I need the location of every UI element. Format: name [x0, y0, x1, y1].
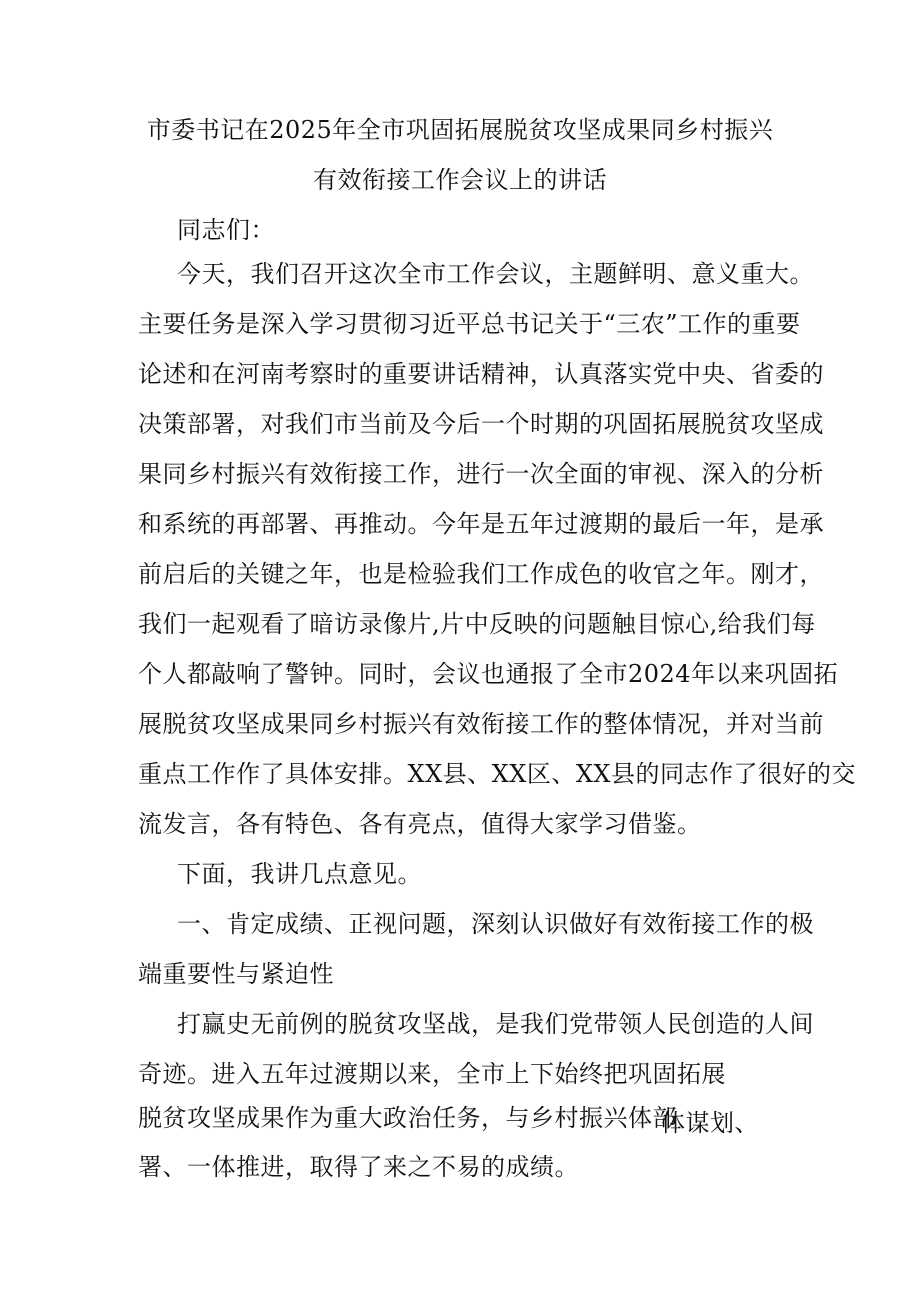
paragraph-line: 我们一起观看了暗访录像片,片中反映的问题触目惊心,给我们每 [138, 610, 816, 638]
paragraph-line: 脱贫攻坚成果作为重大政治任务，与乡村振兴体部 [138, 1104, 677, 1132]
paragraph-line: 今天，我们召开这次全市工作会议，主题鲜明、意义重大。 [177, 260, 814, 288]
paragraph-line: 打赢史无前例的脱贫攻坚战，是我们党带领人民创造的人间 [177, 1010, 814, 1038]
section-heading-line: 一、肯定成绩、正视问题，深刻认识做好有效衔接工作的极 [177, 910, 814, 938]
paragraph-line: 主要任务是深入学习贯彻习近平总书记关于“三农”工作的重要 [138, 310, 801, 338]
paragraph-line: 决策部署，对我们市当前及今后一个时期的巩固拓展脱贫攻坚成 [138, 410, 824, 438]
paragraph-line: 前启后的关键之年，也是检验我们工作成色的收官之年。刚才， [138, 560, 824, 588]
paragraph-line: 个人都敲响了警钟。同时，会议也通报了全市2024年以来巩固拓 [138, 660, 839, 688]
paragraph-line: 下面，我讲几点意见。 [177, 860, 422, 888]
paragraph-line: 果同乡村振兴有效衔接工作，进行一次全面的审视、深入的分析 [138, 460, 824, 488]
paragraph-line: 展脱贫攻坚成果同乡村振兴有效衔接工作的整体情况，并对当前 [138, 710, 824, 738]
paragraph-line: 论述和在河南考察时的重要讲话精神，认真落实党中央、省委的 [138, 360, 824, 388]
paragraph-line: 流发言，各有特色、各有亮点，值得大家学习借鉴。 [138, 810, 702, 838]
document-title-line-2: 有效衔接工作会议上的讲话 [313, 166, 607, 194]
document-title-line-1: 市委书记在2025年全市巩固拓展脱贫攻坚成果同乡村振兴 [146, 116, 774, 144]
paragraph-line: 和系统的再部署、再推动。今年是五年过渡期的最后一年，是承 [138, 510, 824, 538]
paragraph-line: 奇迹。进入五年过渡期以来，全市上下始终把巩固拓展 [138, 1060, 726, 1088]
paragraph-line: 重点工作作了具体安排。XX县、XX区、XX县的同志作了很好的交 [138, 760, 857, 788]
salutation: 同志们： [177, 216, 275, 244]
paragraph-line: 署、一体推进，取得了来之不易的成绩。 [138, 1153, 579, 1181]
paragraph-line-fragment: 体谋划、 [661, 1109, 759, 1137]
section-heading-line: 端重要性与紧迫性 [138, 960, 334, 988]
